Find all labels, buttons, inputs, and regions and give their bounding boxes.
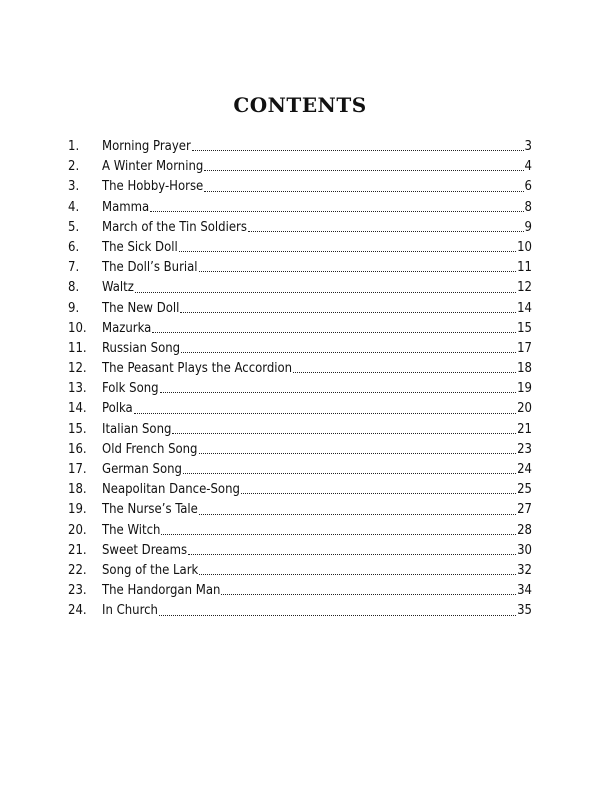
- entry-number: 17.: [68, 462, 87, 477]
- entry-number: 23.: [68, 583, 87, 599]
- entry-title: Mamma: [102, 199, 150, 215]
- toc-entry: [68, 359, 532, 379]
- dot-leader: [199, 452, 517, 454]
- dot-leader: [161, 533, 516, 535]
- dot-leader: [241, 492, 516, 494]
- entry-title: March of the Tin Soldiers: [102, 219, 247, 235]
- entry-number: 12.: [68, 361, 87, 377]
- toc-entry: [68, 379, 532, 399]
- entry-page-number: 25: [517, 482, 532, 498]
- toc-entry: [68, 258, 532, 278]
- entry-number: 14.: [68, 401, 87, 417]
- entry-title: The Doll’s Burial: [102, 260, 198, 276]
- toc-entry: [68, 581, 532, 601]
- entry-title: The Handorgan Man: [102, 583, 221, 599]
- toc-entry: [68, 137, 532, 157]
- table-of-contents: [68, 137, 532, 622]
- toc-entry: [68, 601, 532, 621]
- entry-page-number: 10: [517, 239, 532, 255]
- toc-entry: [68, 420, 532, 440]
- entry-title: Mazurka: [102, 320, 152, 336]
- entry-number: 13.: [68, 381, 87, 397]
- entry-page-number: 23: [517, 441, 532, 457]
- entry-number: 3.: [68, 179, 80, 195]
- dot-leader: [183, 472, 516, 474]
- entry-number: 21.: [68, 542, 87, 558]
- dot-leader: [180, 311, 516, 313]
- toc-entry: [68, 541, 532, 561]
- dot-leader: [181, 351, 516, 353]
- entry-page-number: 18: [517, 361, 532, 377]
- entry-page-number: 32: [517, 562, 532, 578]
- toc-entry: [68, 177, 532, 197]
- entry-number: 4.: [68, 199, 80, 215]
- toc-entry: [68, 339, 532, 359]
- entry-page-number: 11: [517, 260, 532, 276]
- entry-title: Neapolitan Dance-Song: [102, 482, 240, 498]
- entry-page-number: 14: [517, 300, 532, 316]
- entry-title: Waltz: [102, 280, 134, 296]
- toc-entry: [68, 198, 532, 218]
- toc-entry: [68, 440, 532, 460]
- entry-page-number: 28: [517, 522, 532, 538]
- entry-number: 20.: [68, 522, 87, 538]
- entry-title: Old French Song: [102, 441, 198, 457]
- entry-page-number: 35: [517, 603, 532, 619]
- dot-leader: [135, 291, 516, 293]
- entry-title: The Hobby-Horse: [102, 179, 204, 195]
- entry-title: The Witch: [102, 522, 161, 538]
- entry-title: Folk Song: [102, 381, 159, 397]
- dot-leader: [159, 614, 516, 616]
- toc-entry: [68, 521, 532, 541]
- dot-leader: [199, 513, 516, 515]
- entry-number: 24.: [68, 603, 87, 619]
- entry-page-number: 8: [524, 199, 532, 215]
- dot-leader: [204, 169, 523, 171]
- toc-entry: [68, 299, 532, 319]
- toc-entry: [68, 561, 532, 581]
- dot-leader: [172, 432, 516, 434]
- entry-number: 19.: [68, 502, 87, 518]
- dot-leader: [179, 250, 516, 252]
- entry-page-number: 12: [517, 280, 532, 296]
- entry-number: 11.: [68, 340, 87, 356]
- entry-title: Morning Prayer: [102, 139, 191, 154]
- entry-title: Italian Song: [102, 421, 172, 437]
- entry-number: 6.: [68, 239, 80, 255]
- entry-page-number: 30: [517, 542, 532, 558]
- entry-title: Polka: [102, 401, 133, 417]
- entry-number: 8.: [68, 280, 80, 296]
- entry-number: 10.: [68, 320, 87, 336]
- entry-title: The New Doll: [102, 300, 180, 316]
- toc-entry: [68, 500, 532, 520]
- entry-page-number: 17: [517, 340, 532, 356]
- toc-entry: [68, 319, 532, 339]
- entry-page-number: 15: [517, 320, 532, 336]
- dot-leader: [152, 331, 516, 333]
- dot-leader: [134, 412, 516, 414]
- dot-leader: [150, 210, 523, 212]
- toc-entry: [68, 238, 532, 258]
- entry-number: 9.: [68, 300, 80, 316]
- entry-number: 16.: [68, 441, 87, 457]
- entry-number: 5.: [68, 219, 80, 235]
- dot-leader: [248, 230, 524, 232]
- dot-leader: [199, 573, 516, 575]
- entry-number: 7.: [68, 260, 80, 276]
- entry-page-number: 34: [517, 583, 532, 599]
- entry-title: Russian Song: [102, 340, 181, 356]
- entry-page-number: 19: [517, 381, 532, 397]
- entry-page-number: 3: [524, 139, 532, 154]
- toc-entry: [68, 460, 532, 480]
- dot-leader: [204, 190, 523, 192]
- page-title: CONTENTS: [233, 93, 367, 117]
- toc-entry: [68, 218, 532, 238]
- toc-entry: [68, 480, 532, 500]
- entry-title: In Church: [102, 603, 158, 619]
- dot-leader: [293, 371, 516, 373]
- entry-title: A Winter Morning: [102, 159, 204, 175]
- entry-page-number: 24: [517, 462, 532, 477]
- entry-title: The Peasant Plays the Accordion: [102, 361, 293, 377]
- entry-page-number: 9: [524, 219, 532, 235]
- dot-leader: [199, 270, 517, 272]
- dot-leader: [188, 553, 516, 555]
- entry-number: 1.: [68, 139, 80, 154]
- entry-title: The Sick Doll: [102, 239, 178, 255]
- entry-number: 15.: [68, 421, 87, 437]
- dot-leader: [221, 593, 516, 595]
- toc-entry: [68, 157, 532, 177]
- entry-page-number: 20: [517, 401, 532, 417]
- toc-entry: [68, 278, 532, 298]
- entry-title: Sweet Dreams: [102, 542, 188, 558]
- entry-page-number: 27: [517, 502, 532, 518]
- toc-entry: [68, 399, 532, 419]
- entry-page-number: 6: [524, 179, 532, 195]
- entry-page-number: 21: [517, 421, 532, 437]
- entry-number: 18.: [68, 482, 87, 498]
- entry-number: 22.: [68, 562, 87, 578]
- entry-page-number: 4: [524, 159, 532, 175]
- dot-leader: [160, 391, 517, 393]
- dot-leader: [192, 149, 524, 151]
- entry-title: German Song: [102, 462, 182, 477]
- entry-title: The Nurse’s Tale: [102, 502, 198, 518]
- entry-title: Song of the Lark: [102, 562, 199, 578]
- entry-number: 2.: [68, 159, 80, 175]
